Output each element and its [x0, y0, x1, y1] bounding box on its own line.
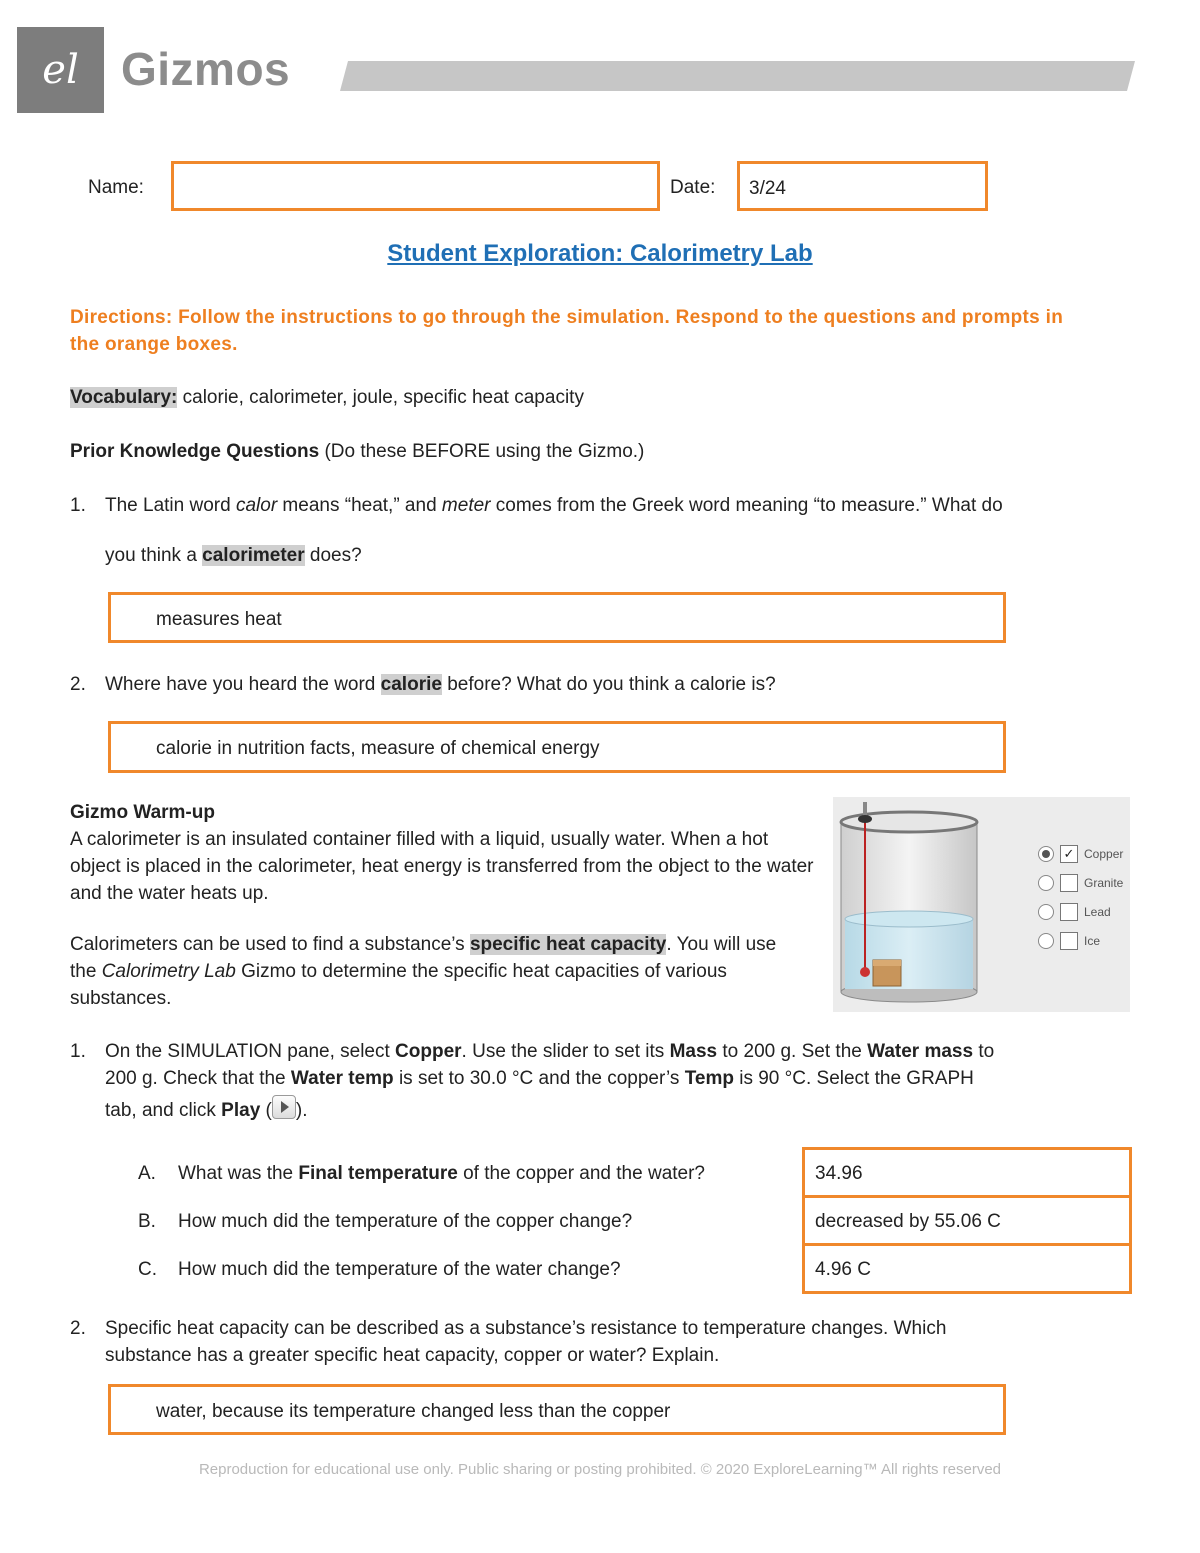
text: means “heat,” and: [277, 495, 442, 516]
prior-q1-answer: measures heat: [156, 609, 282, 630]
text: . You will use the: [70, 934, 777, 982]
text: Water temp: [290, 1068, 394, 1089]
option-label: Lead: [1084, 904, 1111, 919]
exercise-q1-line2: [105, 1065, 974, 1092]
radio-icon[interactable]: [1038, 875, 1054, 891]
date-value: 3/24: [749, 178, 786, 199]
text: 200 g. Check that the: [105, 1068, 291, 1089]
date-label: Date:: [670, 177, 716, 198]
radio-selected-icon[interactable]: [1038, 846, 1054, 862]
exercise-q2-answer: water, because its temperature changed less than the copper: [156, 1401, 671, 1422]
text: is set to 30.0 °C and the copper’s: [393, 1068, 685, 1089]
radio-icon[interactable]: [1038, 933, 1054, 949]
subq-answer-table: [802, 1147, 1132, 1294]
text: What was the: [178, 1163, 299, 1184]
checkbox-icon[interactable]: [1060, 932, 1078, 950]
subq-c-text: How much did the temperature of the water change?: [178, 1259, 621, 1280]
checkbox-icon[interactable]: [1060, 874, 1078, 892]
term-calor: calor: [235, 495, 278, 516]
text: ).: [295, 1100, 308, 1121]
vocabulary-terms: calorie, calorimeter, joule, specific heat capacity: [182, 387, 584, 408]
name-field[interactable]: [171, 161, 660, 211]
subq-c-answer-box[interactable]: [802, 1243, 1132, 1294]
text: Where have you heard the word: [105, 674, 381, 695]
warmup-para2: [70, 931, 805, 1012]
option-label: Copper: [1084, 846, 1124, 861]
prior-q2-number: 2.: [70, 674, 86, 695]
warmup-heading: Gizmo Warm-up: [70, 802, 215, 823]
checkbox-icon[interactable]: [1060, 903, 1078, 921]
page-title: Student Exploration: Calorimetry Lab: [387, 240, 813, 267]
prior-q2-line: [105, 671, 776, 698]
play-icon: [272, 1095, 296, 1119]
exercise-q2-line1: Specific heat capacity can be described as a substance’s resistance to temperature changes. Which: [105, 1318, 947, 1339]
exercise-q2-answer-box[interactable]: [108, 1384, 1006, 1435]
subq-b-answer: decreased by 55.06 C: [815, 1211, 1001, 1232]
text: Copper: [395, 1041, 462, 1062]
subq-c-answer: 4.96 C: [815, 1259, 871, 1280]
text: of the copper and the water?: [457, 1163, 705, 1184]
text: is 90 °C. Select the GRAPH: [733, 1068, 974, 1089]
prior-q2-answer-box[interactable]: [108, 721, 1006, 773]
subq-a-answer: 34.96: [815, 1163, 863, 1184]
term-calorimeter: calorimeter: [202, 545, 305, 566]
subq-a-letter: A.: [138, 1163, 156, 1184]
radio-icon[interactable]: [1038, 904, 1054, 920]
text: . Use the slider to set its: [461, 1041, 670, 1062]
subq-a-text: [178, 1160, 705, 1187]
exercise-q1-line3: [105, 1095, 307, 1124]
gizmo-name: Calorimetry Lab: [101, 961, 236, 982]
text: comes from the Greek word meaning “to measure.” What do: [490, 495, 1003, 516]
warmup-para1: A calorimeter is an insulated container filled with a liquid, usually water. When a hot object is placed in the calorimeter, heat energy is transferred from the object to the water and the water heats up.: [70, 829, 814, 904]
prior-q1-line2: [105, 542, 362, 569]
footer-copyright: Reproduction for educational use only. Public sharing or posting prohibited. © 2020 ExploreLearning™ All rights reserved: [198, 1461, 1002, 1478]
text: Calorimeters can be used to find a substance’s: [70, 934, 470, 955]
prior-q2-answer: calorie in nutrition facts, measure of chemical energy: [156, 738, 600, 759]
directions: Directions: Follow the instructions to go through the simulation. Respond to the questions and prompts in the orange boxes.: [70, 307, 1064, 355]
text: Final temperature: [298, 1163, 458, 1184]
header-banner-bar: [340, 61, 1135, 91]
term-meter: meter: [441, 495, 491, 516]
text: Play: [221, 1100, 261, 1121]
vocabulary-line: [70, 384, 584, 411]
text: to: [973, 1041, 995, 1062]
exercise-q1-number: 1.: [70, 1041, 86, 1062]
text: On the SIMULATION pane, select: [105, 1041, 396, 1062]
name-label: Name:: [88, 177, 144, 198]
option-granite[interactable]: [1038, 868, 1123, 897]
prior-heading: Prior Knowledge Questions: [70, 441, 320, 462]
exercise-q2-number: 2.: [70, 1318, 86, 1339]
text: (: [260, 1100, 272, 1121]
subq-c-letter: C.: [138, 1259, 157, 1280]
text: Gizmo to determine the specific heat capacities of various substances.: [70, 961, 727, 1009]
brand-wordmark: Gizmos: [121, 43, 291, 95]
subq-a-answer-box[interactable]: [802, 1147, 1132, 1198]
text: The Latin word: [105, 495, 236, 516]
checkbox-checked-icon[interactable]: ✓: [1060, 845, 1078, 863]
simulation-screenshot: [833, 797, 1130, 1012]
option-copper[interactable]: [1038, 839, 1123, 868]
text: Temp: [684, 1068, 734, 1089]
text: you think a: [105, 545, 203, 566]
explorelearning-logo-icon: el: [42, 47, 79, 93]
subq-b-text: How much did the temperature of the copper change?: [178, 1211, 633, 1232]
text: before? What do you think a calorie is?: [441, 674, 776, 695]
option-label: Granite: [1084, 875, 1124, 890]
prior-q1-line1: [105, 492, 1003, 519]
exercise-q2-line2: substance has a greater specific heat capacity, copper or water? Explain.: [105, 1345, 720, 1366]
subq-b-letter: B.: [138, 1211, 156, 1232]
vocabulary-label: Vocabulary:: [70, 387, 178, 408]
text: does?: [304, 545, 362, 566]
text: to 200 g. Set the: [717, 1041, 868, 1062]
option-ice[interactable]: [1038, 926, 1123, 955]
text: Mass: [669, 1041, 718, 1062]
option-label: Ice: [1084, 933, 1101, 948]
term-calorie: calorie: [380, 674, 442, 695]
date-field[interactable]: [737, 161, 988, 211]
text: Water mass: [867, 1041, 974, 1062]
prior-q1-answer-box[interactable]: [108, 592, 1006, 643]
term-specific-heat: specific heat capacity: [469, 934, 667, 955]
subq-b-answer-box[interactable]: [802, 1195, 1132, 1246]
prior-q1-number: 1.: [70, 495, 86, 516]
prior-note: (Do these BEFORE using the Gizmo.): [324, 441, 645, 462]
prior-heading-line: [70, 438, 644, 465]
substance-options: [1038, 839, 1123, 955]
text: tab, and click: [105, 1100, 222, 1121]
option-lead[interactable]: [1038, 897, 1123, 926]
exercise-q1-line1: [105, 1038, 994, 1065]
